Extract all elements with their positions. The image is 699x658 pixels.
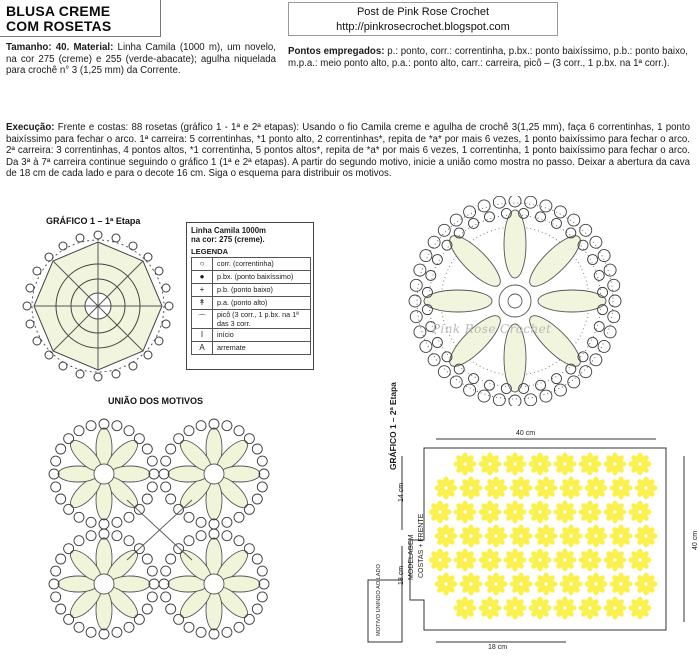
legend-symbol-chain: ○ [192, 257, 213, 270]
legend-text: início [213, 328, 311, 341]
modelagem-label: MODELAGEM [408, 534, 415, 580]
execution-paragraph [6, 122, 690, 180]
uniao-label: UNIÃO DOS MOTIVOS [108, 396, 204, 406]
legend-row [192, 341, 311, 354]
uniao-diagram [42, 412, 312, 642]
schematic-diagram [366, 430, 699, 652]
legend-row [192, 257, 311, 270]
execution-label: Execução: [6, 122, 55, 133]
motivo-note-line2: UNINDO [376, 590, 382, 613]
legend-box [186, 222, 314, 370]
legend-title: LEGENDA [191, 246, 229, 256]
legend-text: p.a. (ponto alto) [213, 296, 311, 309]
legend-table [191, 257, 311, 355]
blog-credit-line1: Post de Pink Rose Crochet [356, 6, 490, 18]
grafico2-diagram [408, 196, 623, 406]
legend-symbol-slipstitch: ● [192, 270, 213, 283]
page-title-line1: BLUSA CREME [6, 3, 111, 19]
legend-row [192, 270, 311, 283]
legend-text: corr. (correntinha) [213, 257, 311, 270]
materials-text: Linha Camila (1000 m), um novelo, na cor 275 (creme) e 255 (verde-abacate); agulha niquelada para crochê n° 3 (1,25 mm) da Corrente. [6, 42, 276, 77]
legend-row [192, 283, 311, 296]
dim-bottom: 18 cm [488, 644, 508, 651]
motivo-note-line3: AO LADO [376, 564, 382, 590]
legend-text: arremate [213, 341, 311, 354]
legend-symbol-doublecrochet: ↟ [192, 296, 213, 309]
legend-symbol-singlecrochet: + [192, 283, 213, 296]
motivo-note [376, 564, 382, 636]
legend-symbol-finish: A [192, 341, 213, 354]
grafico1-diagram [18, 226, 178, 386]
legend-row [192, 328, 311, 341]
legend-thread-line2: na cor: 275 (creme). [191, 235, 265, 245]
legend-symbol-start: I [192, 328, 213, 341]
points-label: Pontos empregados: [288, 46, 385, 57]
grafico1-label: GRÁFICO 1 – 1ª Etapa [46, 216, 141, 226]
page-title-line2: COM ROSETAS [6, 18, 112, 34]
blog-url[interactable]: http://pinkrosecrochet.blogspot.com [336, 21, 510, 33]
watermark: Pink Rose Crochet [432, 322, 552, 336]
grafico2-label: GRÁFICO 1 – 2ª Etapa [388, 382, 398, 470]
blog-credit-box [288, 2, 558, 36]
legend-text: p.bx. (ponto baixíssimo) [213, 270, 311, 283]
page-title [6, 4, 111, 34]
motivo-note-line1: MOTIVO [376, 613, 382, 636]
execution-text: Frente e costas: 88 rosetas (gráfico 1 - 1ª e 2ª etapas): Usando o fio Camila creme e agulha de crochê 3(1,25 mm), faça 6 correntinhas, 1 ponto baixíssimo para fechar o arco. 1ª carreira: 5 correntinhas, *1 ponto alto, 2 correntinhas*, repita de *a* por mais 6 vezes, 1 ponto baixíssimo para fechar o arco. 2ª carreira: 3 correntinhas, 4 pontos altos, *1 correntinha, 5 pontos altos*, repita de *a* por mais 6 vezes, 1 correntinha, 1 ponto baixíssimo para fechar o arco. Da 3ª à 7ª carreira continue seguindo o gráfico 1 (1ª e 2ª etapas). A partir do segundo motivo, inicie a união como mostra no passo. Deixar a abertura da cava de 18 cm de cada lado e para o decote 16 cm. Siga o esquema para distribuir os motivos. [6, 122, 690, 180]
costas-frente-label: COSTAS + FRENTE [418, 513, 425, 578]
points-paragraph [288, 46, 688, 69]
materials-paragraph [6, 42, 276, 77]
materials-label: Tamanho: 40. Material: [6, 42, 114, 53]
dim-left-mid: 18 cm [398, 565, 405, 585]
legend-text: p.b. (ponto baixo) [213, 283, 311, 296]
dim-top: 40 cm [516, 430, 536, 437]
legend-symbol-picot: ⌒ [192, 309, 213, 328]
legend-row [192, 296, 311, 309]
legend-row [192, 309, 311, 328]
legend-text: picô (3 corr., 1 p.bx. na 1ª das 3 corr. [213, 309, 311, 328]
dim-left-top: 14 cm [398, 482, 405, 502]
dim-right: 40 cm [692, 530, 699, 550]
points-text: p.: ponto, corr.: correntinha, p.bx.: ponto baixíssimo, p.b.: ponto baixo, m.p.a.: meio ponto alto, p.a.: ponto alto, carr.: carreira, picô – (3 corr., 1 p.bx. na 1ª corr.). [288, 46, 689, 69]
legend-thread-line1: Linha Camila 1000m [191, 226, 266, 235]
